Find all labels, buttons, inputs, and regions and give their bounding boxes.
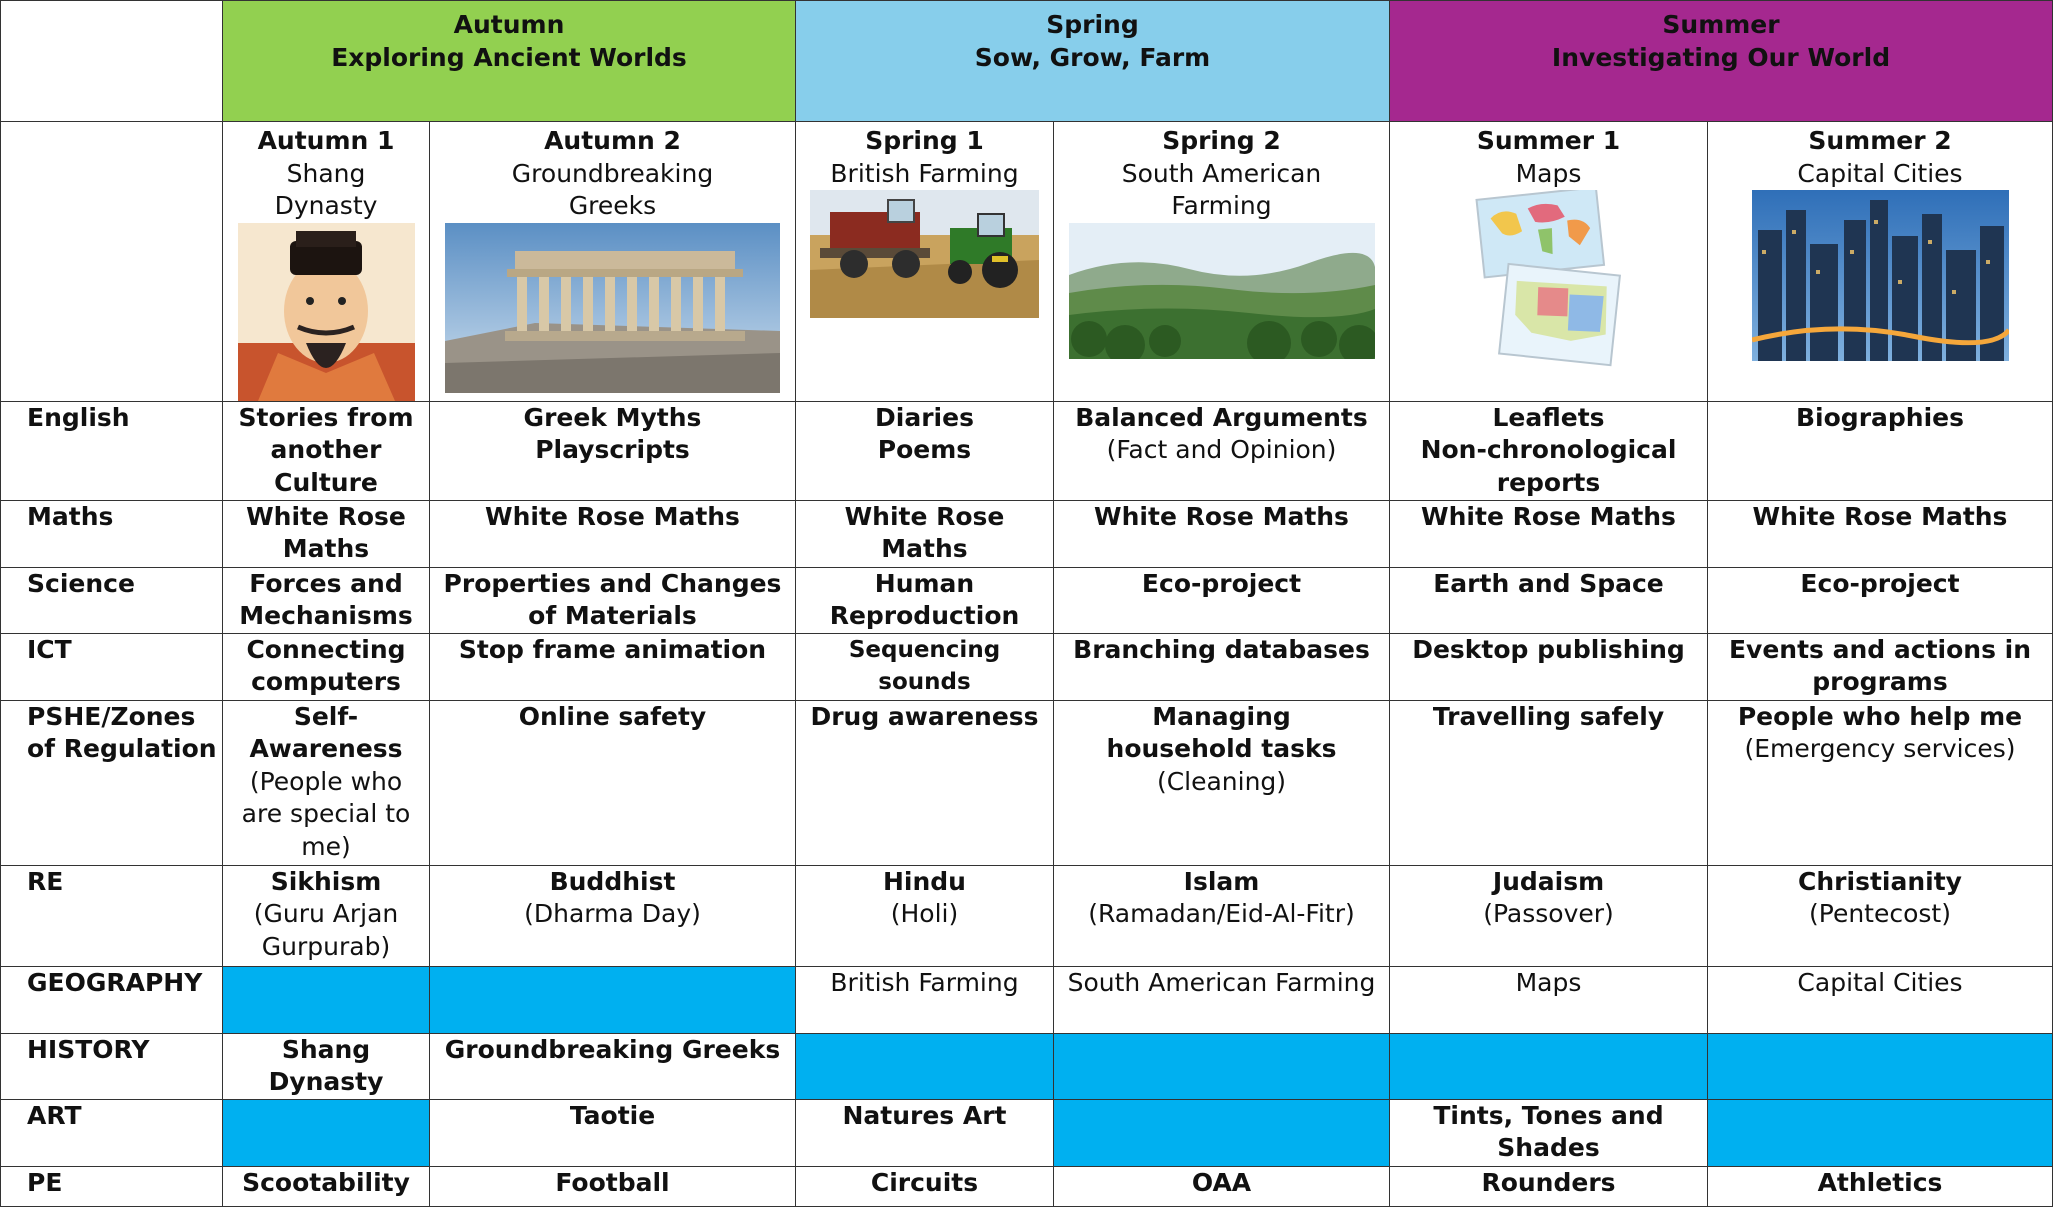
half-term-row xyxy=(1,122,2053,402)
pe-cell: Rounders xyxy=(1390,1166,1708,1206)
history-empty-cell xyxy=(796,1033,1054,1099)
science-cell: Eco-project xyxy=(1054,567,1390,633)
cell-title: Greek Myths xyxy=(523,402,702,432)
cell-note: (Dharma Day) xyxy=(524,899,701,928)
pshe-cell xyxy=(796,700,1054,865)
history-cell: Groundbreaking Greeks xyxy=(430,1033,796,1099)
cell-note: (Cleaning) xyxy=(1156,766,1287,796)
row-pshe xyxy=(1,700,2053,865)
re-cell xyxy=(796,865,1054,966)
corner-cell xyxy=(1,1,223,122)
pshe-cell xyxy=(1708,700,2053,865)
ict-cell: Events and actions in programs xyxy=(1708,633,2053,700)
cell-title: Drug awareness xyxy=(810,701,1039,731)
half-term-topic: Maps xyxy=(1515,158,1582,188)
term-summer-header xyxy=(1390,1,2053,122)
re-cell xyxy=(430,865,796,966)
row-pe xyxy=(1,1166,2053,1206)
half-term-summer-2 xyxy=(1708,122,2053,402)
term-theme: Sow, Grow, Farm xyxy=(974,42,1211,72)
half-term-name: Summer 1 xyxy=(1476,126,1621,155)
half-term-topic: South American Farming xyxy=(1121,158,1322,220)
subject-label: HISTORY xyxy=(1,1033,223,1099)
cell-title: Managing household tasks xyxy=(1106,701,1337,763)
row-ict xyxy=(1,633,2053,700)
city-night-photo-image xyxy=(1752,190,2009,361)
cell-title: Christianity xyxy=(1798,866,1962,896)
emperor-portrait-image xyxy=(238,223,415,401)
cell-note: (Guru Arjan Gurpurab) xyxy=(253,899,399,961)
row-maths xyxy=(1,500,2053,567)
history-empty-cell xyxy=(1054,1033,1390,1099)
art-cell: Taotie xyxy=(430,1099,796,1166)
term-theme: Exploring Ancient Worlds xyxy=(331,42,687,72)
cell-title: Diaries xyxy=(875,402,974,432)
parthenon-photo-image xyxy=(445,223,780,393)
ict-cell: Branching databases xyxy=(1054,633,1390,700)
re-cell xyxy=(223,865,430,966)
row-art xyxy=(1,1099,2053,1166)
maths-cell: White Rose Maths xyxy=(1390,500,1708,567)
subject-label: Maths xyxy=(1,500,223,567)
maths-cell: White Rose Maths xyxy=(1708,500,2053,567)
geography-cell: Capital Cities xyxy=(1708,966,2053,1033)
cell-note: (Fact and Opinion) xyxy=(1106,435,1337,464)
pe-cell: Athletics xyxy=(1708,1166,2053,1206)
cell-title: Judaism xyxy=(1492,866,1605,896)
history-empty-cell xyxy=(1708,1033,2053,1099)
cell-title: Non-chronological reports xyxy=(1420,435,1677,497)
term-autumn-header xyxy=(223,1,796,122)
subject-label: RE xyxy=(1,865,223,966)
english-cell xyxy=(1054,401,1390,500)
world-and-usa-maps-image xyxy=(1474,190,1624,370)
half-term-spring-1 xyxy=(796,122,1054,402)
half-term-name: Spring 2 xyxy=(1162,126,1281,155)
subject-label: PSHE/Zones of Regulation xyxy=(1,700,223,865)
cell-title: Leaflets xyxy=(1492,402,1605,432)
re-cell xyxy=(1390,865,1708,966)
cell-title: People who help me xyxy=(1737,701,2023,731)
maths-cell: White Rose Maths xyxy=(796,500,1054,567)
subject-label: ART xyxy=(1,1099,223,1166)
corner-cell xyxy=(1,122,223,402)
re-cell xyxy=(1054,865,1390,966)
plantation-landscape-photo-image xyxy=(1069,223,1375,359)
pe-cell: OAA xyxy=(1054,1166,1390,1206)
subject-label: English xyxy=(1,401,223,500)
half-term-autumn-2 xyxy=(430,122,796,402)
ict-cell: Sequencing sounds xyxy=(796,633,1054,700)
science-cell: Earth and Space xyxy=(1390,567,1708,633)
ict-cell: Stop frame animation xyxy=(430,633,796,700)
cell-title: Playscripts xyxy=(535,435,690,464)
art-cell: Natures Art xyxy=(796,1099,1054,1166)
history-cell: Shang Dynasty xyxy=(223,1033,430,1099)
geography-cell: Maps xyxy=(1390,966,1708,1033)
english-cell xyxy=(1708,401,2053,500)
half-term-topic: Groundbreaking Greeks xyxy=(511,158,714,220)
cell-title: Self-Awareness xyxy=(249,701,403,763)
half-term-spring-2 xyxy=(1054,122,1390,402)
geography-cell: British Farming xyxy=(796,966,1054,1033)
cell-title: Stories from another Culture xyxy=(238,402,414,497)
cell-note: (Ramadan/Eid-Al-Fitr) xyxy=(1088,899,1355,928)
half-term-autumn-1 xyxy=(223,122,430,402)
science-cell: Properties and Changes of Materials xyxy=(430,567,796,633)
cell-note: (Emergency services) xyxy=(1744,734,2016,763)
cell-title: Travelling safely xyxy=(1432,701,1665,731)
half-term-name: Autumn 2 xyxy=(544,126,681,155)
row-science xyxy=(1,567,2053,633)
geography-empty-cell xyxy=(430,966,796,1033)
subject-label: PE xyxy=(1,1166,223,1206)
half-term-topic: British Farming xyxy=(830,158,1019,188)
combine-harvester-photo-image xyxy=(810,190,1039,318)
english-cell xyxy=(796,401,1054,500)
row-english xyxy=(1,401,2053,500)
cell-note: (Holi) xyxy=(890,899,959,928)
english-cell xyxy=(430,401,796,500)
cell-note: (People who are special to me) xyxy=(241,766,411,861)
term-season: Autumn xyxy=(453,10,565,39)
cell-title: Poems xyxy=(877,435,972,464)
subject-label: ICT xyxy=(1,633,223,700)
cell-title: Hindu xyxy=(883,866,966,896)
cell-title: Sikhism xyxy=(270,866,382,896)
cell-title: Buddhist xyxy=(549,866,676,896)
ict-cell: Connecting computers xyxy=(223,633,430,700)
maths-cell: White Rose Maths xyxy=(223,500,430,567)
english-cell xyxy=(223,401,430,500)
half-term-name: Spring 1 xyxy=(865,126,984,155)
row-history xyxy=(1,1033,2053,1099)
science-cell: Forces and Mechanisms xyxy=(223,567,430,633)
half-term-name: Autumn 1 xyxy=(257,126,395,155)
maths-cell: White Rose Maths xyxy=(1054,500,1390,567)
science-cell: Eco-project xyxy=(1708,567,2053,633)
pe-cell: Football xyxy=(430,1166,796,1206)
row-re xyxy=(1,865,2053,966)
pshe-cell xyxy=(1390,700,1708,865)
subject-label: Science xyxy=(1,567,223,633)
cell-title: Biographies xyxy=(1796,402,1964,432)
history-empty-cell xyxy=(1390,1033,1708,1099)
term-theme: Investigating Our World xyxy=(1551,42,1891,72)
half-term-topic: Shang Dynasty xyxy=(274,158,378,220)
pe-cell: Scootability xyxy=(223,1166,430,1206)
pshe-cell xyxy=(1054,700,1390,865)
science-cell: Human Reproduction xyxy=(796,567,1054,633)
geography-empty-cell xyxy=(223,966,430,1033)
term-spring-header xyxy=(796,1,1390,122)
term-season: Summer xyxy=(1662,10,1780,39)
art-empty-cell xyxy=(223,1099,430,1166)
pshe-cell xyxy=(223,700,430,865)
subject-label: GEOGRAPHY xyxy=(1,966,223,1033)
maths-cell: White Rose Maths xyxy=(430,500,796,567)
cell-note: (Pentecost) xyxy=(1809,899,1951,928)
cell-note: (Passover) xyxy=(1483,899,1614,928)
term-season: Spring xyxy=(1046,10,1139,39)
cell-title: Online safety xyxy=(518,701,707,731)
cell-title: Balanced Arguments xyxy=(1075,402,1368,432)
half-term-summer-1 xyxy=(1390,122,1708,402)
art-cell: Tints, Tones and Shades xyxy=(1390,1099,1708,1166)
english-cell xyxy=(1390,401,1708,500)
half-term-name: Summer 2 xyxy=(1808,126,1952,155)
re-cell xyxy=(1708,865,2053,966)
ict-cell: Desktop publishing xyxy=(1390,633,1708,700)
art-empty-cell xyxy=(1708,1099,2053,1166)
pshe-cell xyxy=(430,700,796,865)
art-empty-cell xyxy=(1054,1099,1390,1166)
term-header-row xyxy=(1,1,2053,122)
cell-title: Islam xyxy=(1183,866,1260,896)
pe-cell: Circuits xyxy=(796,1166,1054,1206)
row-geography xyxy=(1,966,2053,1033)
half-term-topic: Capital Cities xyxy=(1797,158,1963,188)
geography-cell: South American Farming xyxy=(1054,966,1390,1033)
